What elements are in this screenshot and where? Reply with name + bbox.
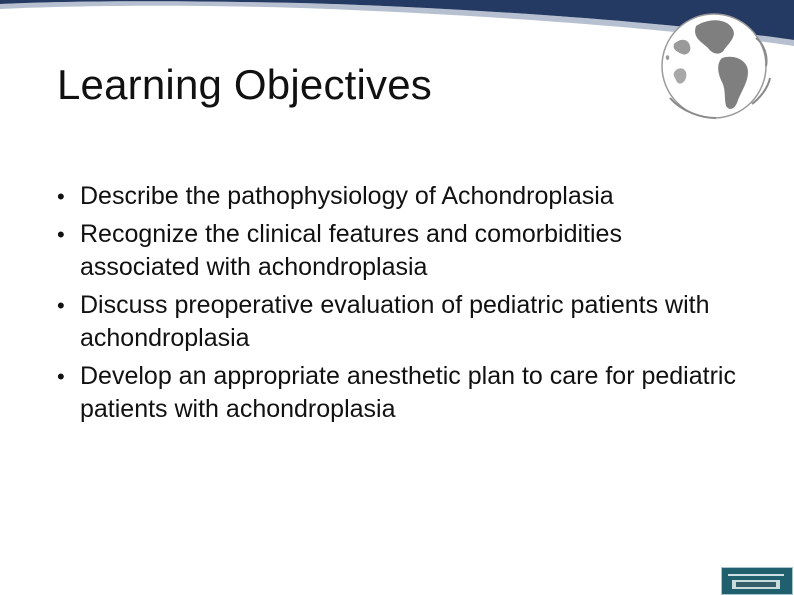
institution-logo (721, 567, 793, 595)
bullet-icon: • (57, 222, 65, 247)
objective-text: Develop an appropriate anesthetic plan to care for pediatric patients with achondroplasia (80, 362, 736, 423)
bullet-icon: • (57, 364, 65, 389)
logo-mark (736, 582, 776, 587)
list-item (57, 218, 747, 284)
objectives-list (57, 180, 747, 426)
logo-stripe (728, 574, 784, 576)
objective-text: Describe the pathophysiology of Achondroplasia (80, 182, 614, 210)
bullet-icon: • (57, 293, 65, 318)
list-item (57, 180, 747, 213)
slide-title: Learning Objectives (57, 61, 433, 108)
objective-text: Recognize the clinical features and comorbidities associated with achondroplasia (80, 220, 622, 281)
globe-icon (652, 8, 782, 123)
list-item (57, 360, 747, 426)
bullet-icon: • (57, 184, 65, 209)
list-item (57, 289, 747, 355)
objective-text: Discuss preoperative evaluation of pediatric patients with achondroplasia (80, 291, 710, 352)
